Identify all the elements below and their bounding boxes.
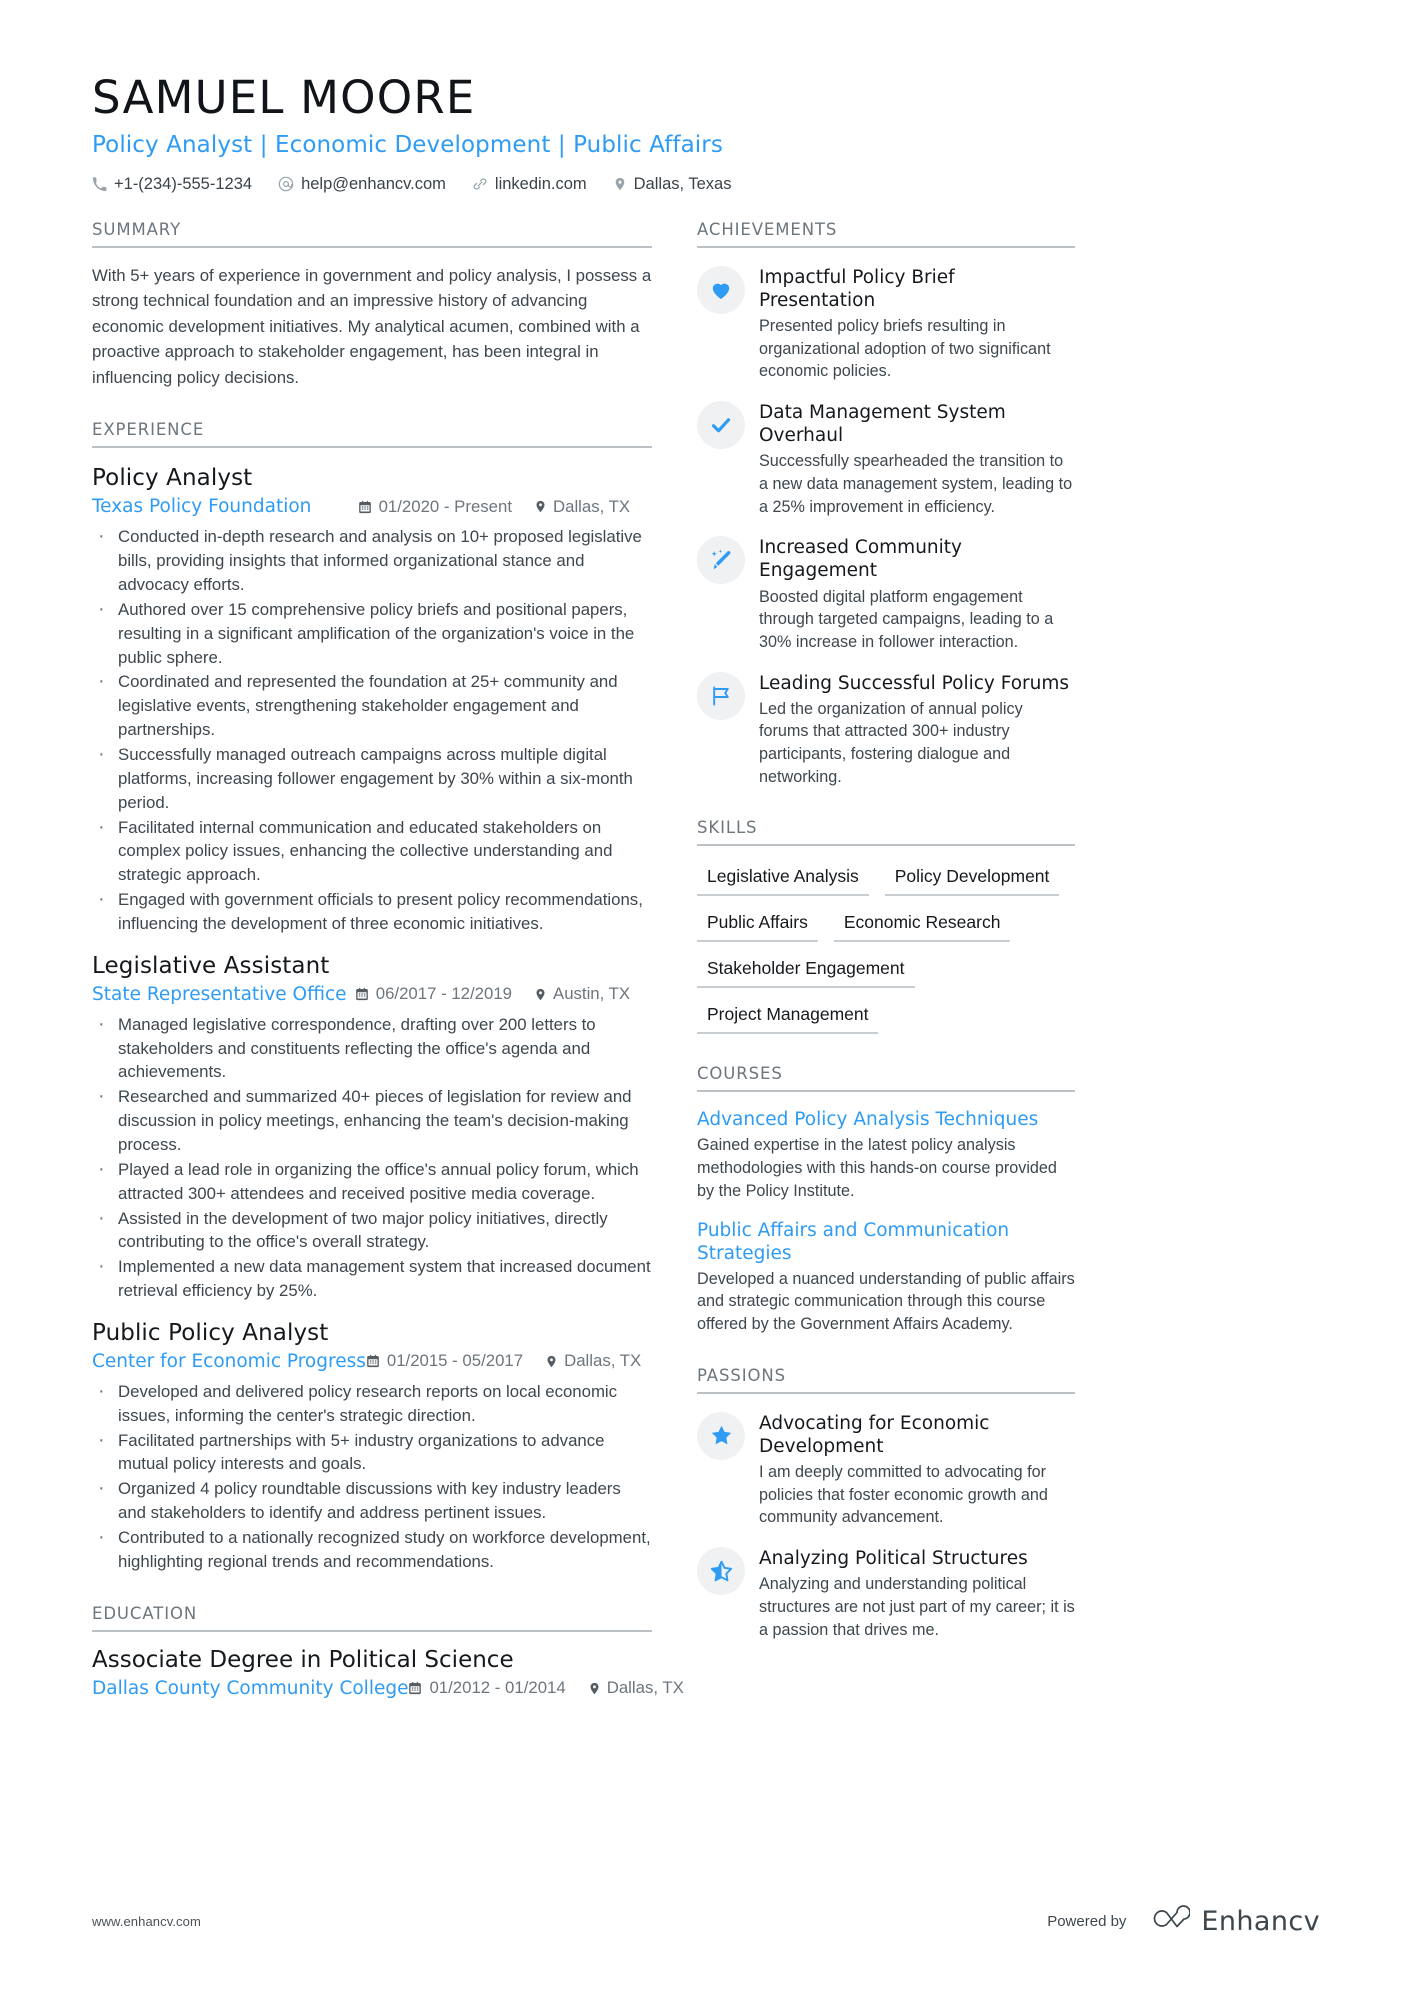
courses-heading: COURSES — [697, 1064, 1075, 1092]
course-item — [697, 1108, 1075, 1202]
job-company[interactable]: Texas Policy Foundation — [92, 496, 312, 518]
skill-tag: Policy Development — [885, 864, 1060, 896]
link-icon — [472, 176, 488, 192]
achievement-body — [759, 534, 1075, 653]
calendar-icon — [358, 500, 372, 514]
job-bullet: · Researched and summarized 40+ pieces of legislation for review and discussion in policy meetings, enhancing the team's decision-making process. — [92, 1085, 652, 1157]
resume-header — [0, 0, 1410, 194]
contact-link-text: linkedin.com — [494, 174, 587, 193]
experience-entry — [92, 1320, 652, 1574]
phone-icon — [92, 177, 107, 192]
skill-tag: Project Management — [697, 1002, 878, 1034]
resume-footer — [92, 1905, 1320, 1937]
passion-heading-text: Analyzing Political Structures — [759, 1548, 1028, 1570]
contact-phone-text: +1-(234)-555-1234 — [114, 174, 253, 193]
skill-tag: Legislative Analysis — [697, 864, 869, 896]
education-meta — [92, 1677, 684, 1699]
job-bullets — [92, 1013, 652, 1303]
job-date-text: 06/2017 - 12/2019 — [375, 984, 512, 1004]
job-bullets — [92, 525, 652, 935]
skills-heading: SKILLS — [697, 818, 1075, 846]
magic-wand-icon — [697, 536, 745, 584]
contact-link[interactable] — [472, 175, 587, 194]
heart-icon — [697, 266, 745, 314]
summary-text: With 5+ years of experience in government and policy analysis, I possess a strong technical foundation and an impressive history of advancing economic development initiatives. My analytical acumen, combined with a proactive approach to stakeholder engagement, has been integral in influencing policy decisions. — [92, 265, 652, 387]
email-icon — [278, 176, 294, 192]
job-bullet: · Authored over 15 comprehensive policy briefs and positional papers, resulting in a significant amplification of the organization's voice in the public sphere. — [92, 598, 652, 670]
passion-item — [697, 1410, 1075, 1529]
education-location-text: Dallas, TX — [606, 1678, 684, 1698]
summary-heading: SUMMARY — [92, 220, 652, 248]
powered-by-label: Powered by — [1047, 1912, 1127, 1930]
job-bullet: · Organized 4 policy roundtable discussions with key industry leaders and stakeholders to identify and address pertinent issues. — [92, 1477, 652, 1525]
skills-list — [697, 864, 1075, 1034]
candidate-headline: Policy Analyst | Economic Development | Public Affairs — [92, 131, 723, 158]
job-company[interactable]: Center for Economic Progress — [92, 1350, 366, 1372]
achievement-description: Boosted digital platform engagement through targeted campaigns, leading to a 30% increase in follower interaction. — [759, 587, 1054, 651]
footer-branding — [1047, 1905, 1320, 1937]
experience-entry — [92, 465, 652, 935]
achievement-body — [759, 264, 1075, 383]
job-meta — [92, 984, 652, 1005]
location-pin-icon — [534, 499, 547, 514]
passions-heading: PASSIONS — [697, 1366, 1075, 1394]
job-bullets — [92, 1380, 652, 1574]
passion-heading-text: Advocating for Economic Development — [759, 1412, 990, 1457]
job-bullet: · Engaged with government officials to present policy recommendations, influencing the development of three economic initiatives. — [92, 888, 652, 936]
skill-tag: Economic Research — [834, 910, 1011, 942]
right-column — [697, 220, 1075, 1641]
section-education — [92, 1603, 684, 1699]
course-name[interactable]: Advanced Policy Analysis Techniques — [697, 1109, 1039, 1131]
job-location-text: Dallas, TX — [553, 496, 631, 516]
enhancv-wordmark: Enhancv — [1201, 1905, 1320, 1937]
job-bullet: · Facilitated internal communication and educated stakeholders on complex policy issues, enhancing the collective understanding and strategic approach. — [92, 816, 652, 888]
job-bullet: · Contributed to a nationally recognized study on workforce development, highlighting regional trends and recommendations. — [92, 1526, 652, 1574]
job-role: Legislative Assistant — [92, 952, 330, 979]
location-pin-icon — [588, 1681, 601, 1696]
location-pin-icon — [613, 176, 627, 192]
experience-entry — [92, 953, 652, 1303]
education-school[interactable]: Dallas County Community College — [92, 1677, 409, 1699]
job-role: Public Policy Analyst — [92, 1319, 329, 1346]
resume-body — [0, 220, 1410, 1699]
education-heading: EDUCATION — [92, 1604, 652, 1632]
achievement-heading-text: Data Management System Overhaul — [759, 402, 1006, 447]
job-bullet: · Managed legislative correspondence, drafting over 200 letters to stakeholders and constituents reflecting the office's agenda and achievements. — [92, 1013, 652, 1085]
contact-location-text: Dallas, Texas — [633, 174, 732, 193]
job-company[interactable]: State Representative Office — [92, 983, 347, 1005]
job-location — [545, 1351, 652, 1371]
star-half-icon — [697, 1547, 745, 1595]
job-meta — [92, 496, 652, 517]
achievement-body — [759, 399, 1075, 518]
course-item — [697, 1219, 1075, 1336]
job-bullet: · Implemented a new data management system that increased document retrieval efficiency by 25%. — [92, 1255, 652, 1303]
job-meta — [92, 1351, 652, 1372]
job-bullet: · Assisted in the development of two major policy initiatives, directly contributing to the office's overall strategy. — [92, 1207, 652, 1255]
contact-email-text: help@enhancv.com — [301, 174, 446, 193]
job-date-text: 01/2020 - Present — [378, 496, 512, 516]
education-location — [588, 1678, 684, 1698]
skill-tag: Public Affairs — [697, 910, 818, 942]
calendar-icon — [366, 1354, 380, 1368]
contact-row — [92, 175, 1320, 194]
passion-body — [759, 1545, 1075, 1641]
flag-icon — [697, 672, 745, 720]
achievement-description: Led the organization of annual policy forums that attracted 300+ industry participants, fostering dialogue and networking. — [759, 699, 1023, 786]
left-column — [92, 219, 684, 1699]
calendar-icon — [355, 987, 369, 1001]
job-date — [366, 1351, 523, 1371]
location-pin-icon — [534, 987, 547, 1002]
job-bullet: · Coordinated and represented the foundation at 25+ community and legislative events, strengthening stakeholder engagement and partnerships. — [92, 670, 652, 742]
experience-heading: EXPERIENCE — [92, 420, 652, 448]
job-bullet: · Conducted in-depth research and analysis on 10+ proposed legislative bills, providing insights that informed organizational stance and advocacy efforts. — [92, 525, 652, 597]
job-date — [358, 497, 512, 517]
job-location — [534, 984, 652, 1004]
passion-body — [759, 1410, 1075, 1529]
education-entry — [92, 1646, 684, 1699]
achievements-heading: ACHIEVEMENTS — [697, 220, 1075, 248]
achievement-item — [697, 399, 1075, 518]
contact-email[interactable] — [278, 175, 446, 194]
achievement-heading-text: Impactful Policy Brief Presentation — [759, 266, 955, 311]
footer-url[interactable]: www.enhancv.com — [92, 1913, 201, 1929]
education-date — [408, 1678, 565, 1698]
contact-phone[interactable] — [92, 175, 252, 194]
achievement-item — [697, 670, 1075, 789]
achievement-item — [697, 264, 1075, 383]
education-date-text: 01/2012 - 01/2014 — [429, 1678, 566, 1698]
candidate-name: SAMUEL MOORE — [92, 71, 476, 124]
achievement-description: Successfully spearheaded the transition to a new data management system, leading to a 25% improvement in efficiency. — [759, 452, 1073, 516]
job-bullet: · Developed and delivered policy research reports on local economic issues, informing the center's strategic direction. — [92, 1380, 652, 1428]
section-achievements — [697, 220, 1075, 789]
job-bullet: · Played a lead role in organizing the office's annual policy forum, which attracted 300+ attendees and received positive media coverage. — [92, 1158, 652, 1206]
achievement-heading-text: Increased Community Engagement — [759, 537, 962, 582]
job-date — [355, 984, 512, 1004]
location-pin-icon — [545, 1354, 558, 1369]
section-courses — [697, 1064, 1075, 1335]
job-date-text: 01/2015 - 05/2017 — [386, 1351, 524, 1371]
achievement-heading-text: Leading Successful Policy Forums — [759, 672, 1070, 694]
achievement-item — [697, 534, 1075, 653]
calendar-icon — [408, 1681, 422, 1695]
passion-description: I am deeply committed to advocating for policies that foster economic growth and community advancement. — [759, 1463, 1048, 1527]
passion-item — [697, 1545, 1075, 1641]
job-bullet: · Facilitated partnerships with 5+ industry organizations to advance mutual policy interests and goals. — [92, 1429, 652, 1477]
job-location-text: Dallas, TX — [564, 1351, 642, 1371]
enhancv-logo — [1144, 1905, 1320, 1937]
job-location-text: Austin, TX — [553, 984, 631, 1004]
course-description: Developed a nuanced understanding of public affairs and strategic communication through this course offered by the Government Affairs Academy. — [697, 1269, 1075, 1334]
achievement-body — [759, 670, 1075, 789]
job-location — [534, 497, 652, 517]
job-bullet: · Successfully managed outreach campaigns across multiple digital platforms, increasing follower engagement by 30% within a six-month period. — [92, 743, 652, 815]
section-experience — [92, 420, 652, 1573]
section-summary — [92, 220, 652, 391]
star-filled-icon — [697, 1412, 745, 1460]
skill-tag: Stakeholder Engagement — [697, 956, 915, 988]
check-icon — [697, 401, 745, 449]
education-degree: Associate Degree in Political Science — [92, 1646, 514, 1673]
achievement-description: Presented policy briefs resulting in organizational adoption of two significant economic policies. — [759, 317, 1051, 381]
passion-description: Analyzing and understanding political structures are not just part of my career; it is a passion that drives me. — [759, 1575, 1075, 1639]
job-role: Policy Analyst — [92, 465, 253, 492]
course-description: Gained expertise in the latest policy analysis methodologies with this hands-on course provided by the Policy Institute. — [697, 1136, 1057, 1200]
contact-location — [613, 175, 732, 194]
course-name[interactable]: Public Affairs and Communication Strategies — [697, 1219, 1010, 1264]
section-skills — [697, 818, 1075, 1034]
section-passions — [697, 1366, 1075, 1641]
enhancv-mark-icon — [1144, 1905, 1190, 1937]
